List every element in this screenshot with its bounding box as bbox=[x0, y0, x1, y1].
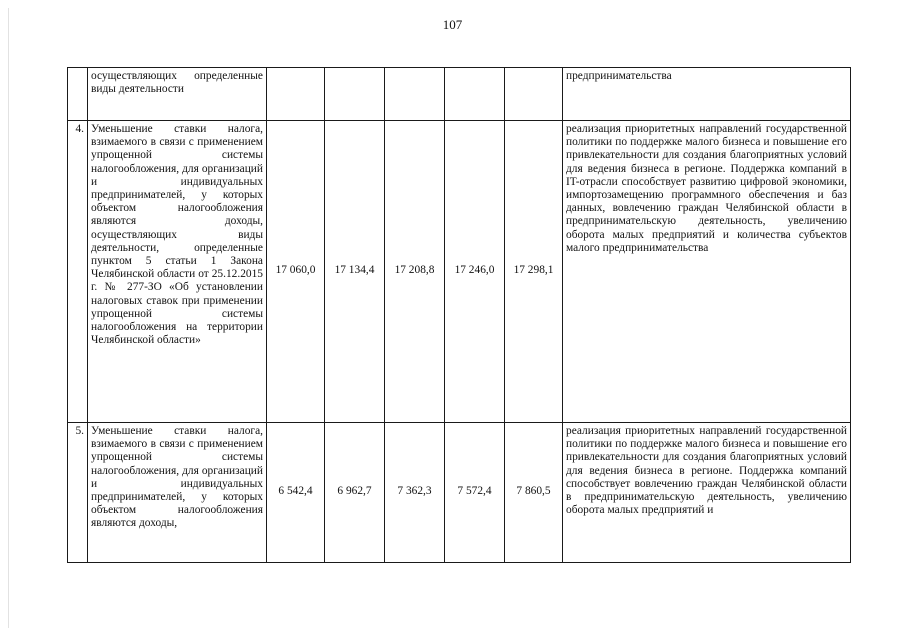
table-row bbox=[68, 121, 851, 423]
value-cell bbox=[505, 68, 563, 121]
value-cell bbox=[267, 68, 325, 121]
row-number: 4. bbox=[68, 121, 88, 423]
table-row bbox=[68, 68, 851, 121]
value-cell bbox=[445, 68, 505, 121]
goal-description: реализация приоритетных направлений государственной политики по поддержке малого бизнеса и повышение его привлекательности для создания благоприятных условий для ведения бизнеса в регионе. Поддержка компаний в IT-отрасли способствует развитию цифровой экономики, импортозамещению программного обеспечения и баз данных, вовлечению граждан Челябинской области в предпринимательскую деятельность, увеличению оборота малых предприятий и количества субъектов малого предпринимательства bbox=[563, 121, 851, 423]
value-cell: 7 860,5 bbox=[505, 423, 563, 563]
row-number: 5. bbox=[68, 423, 88, 563]
value-cell: 7 362,3 bbox=[385, 423, 445, 563]
page-edge-line bbox=[8, 8, 9, 628]
measure-description: Уменьшение ставки налога, взимаемого в связи с применением упрощенной системы налогообложения, для организаций и индивидуальных предпринимателей, у которых объектом налогообложения являются доходы, bbox=[88, 423, 267, 563]
table-row bbox=[68, 423, 851, 563]
value-cell: 6 542,4 bbox=[267, 423, 325, 563]
value-cell: 6 962,7 bbox=[325, 423, 385, 563]
value-cell: 7 572,4 bbox=[445, 423, 505, 563]
goal-description: реализация приоритетных направлений государственной политики по поддержке малого бизнеса и повышение его привлекательности для создания благоприятных условий для ведения бизнеса в регионе. Поддержка компаний способствует вовлечению граждан Челябинской области в предпринимательскую деятельность, увеличению оборота малых предприятий и bbox=[563, 423, 851, 563]
measure-description: осуществляющих определенные виды деятельности bbox=[88, 68, 267, 121]
value-cell: 17 208,8 bbox=[385, 121, 445, 423]
value-cell: 17 246,0 bbox=[445, 121, 505, 423]
tax-relief-table bbox=[67, 67, 851, 563]
value-cell: 17 060,0 bbox=[267, 121, 325, 423]
value-cell: 17 298,1 bbox=[505, 121, 563, 423]
value-cell: 17 134,4 bbox=[325, 121, 385, 423]
page-number: 107 bbox=[442, 17, 463, 32]
measure-description: Уменьшение ставки налога, взимаемого в связи с применением упрощенной системы налогообложения, для организаций и индивидуальных предпринимателей, у которых объектом налогообложения являются доходы, осуществляющих виды деятельности, определенные пунктом 5 статьи 1 Закона Челябинской области от 25.12.2015 г. № 277-ЗО «Об установлении налоговых ставок при применении упрощенной системы налогообложения на территории Челябинской области» bbox=[88, 121, 267, 423]
row-number bbox=[68, 68, 88, 121]
value-cell bbox=[385, 68, 445, 121]
goal-description: предпринимательства bbox=[563, 68, 851, 121]
value-cell bbox=[325, 68, 385, 121]
